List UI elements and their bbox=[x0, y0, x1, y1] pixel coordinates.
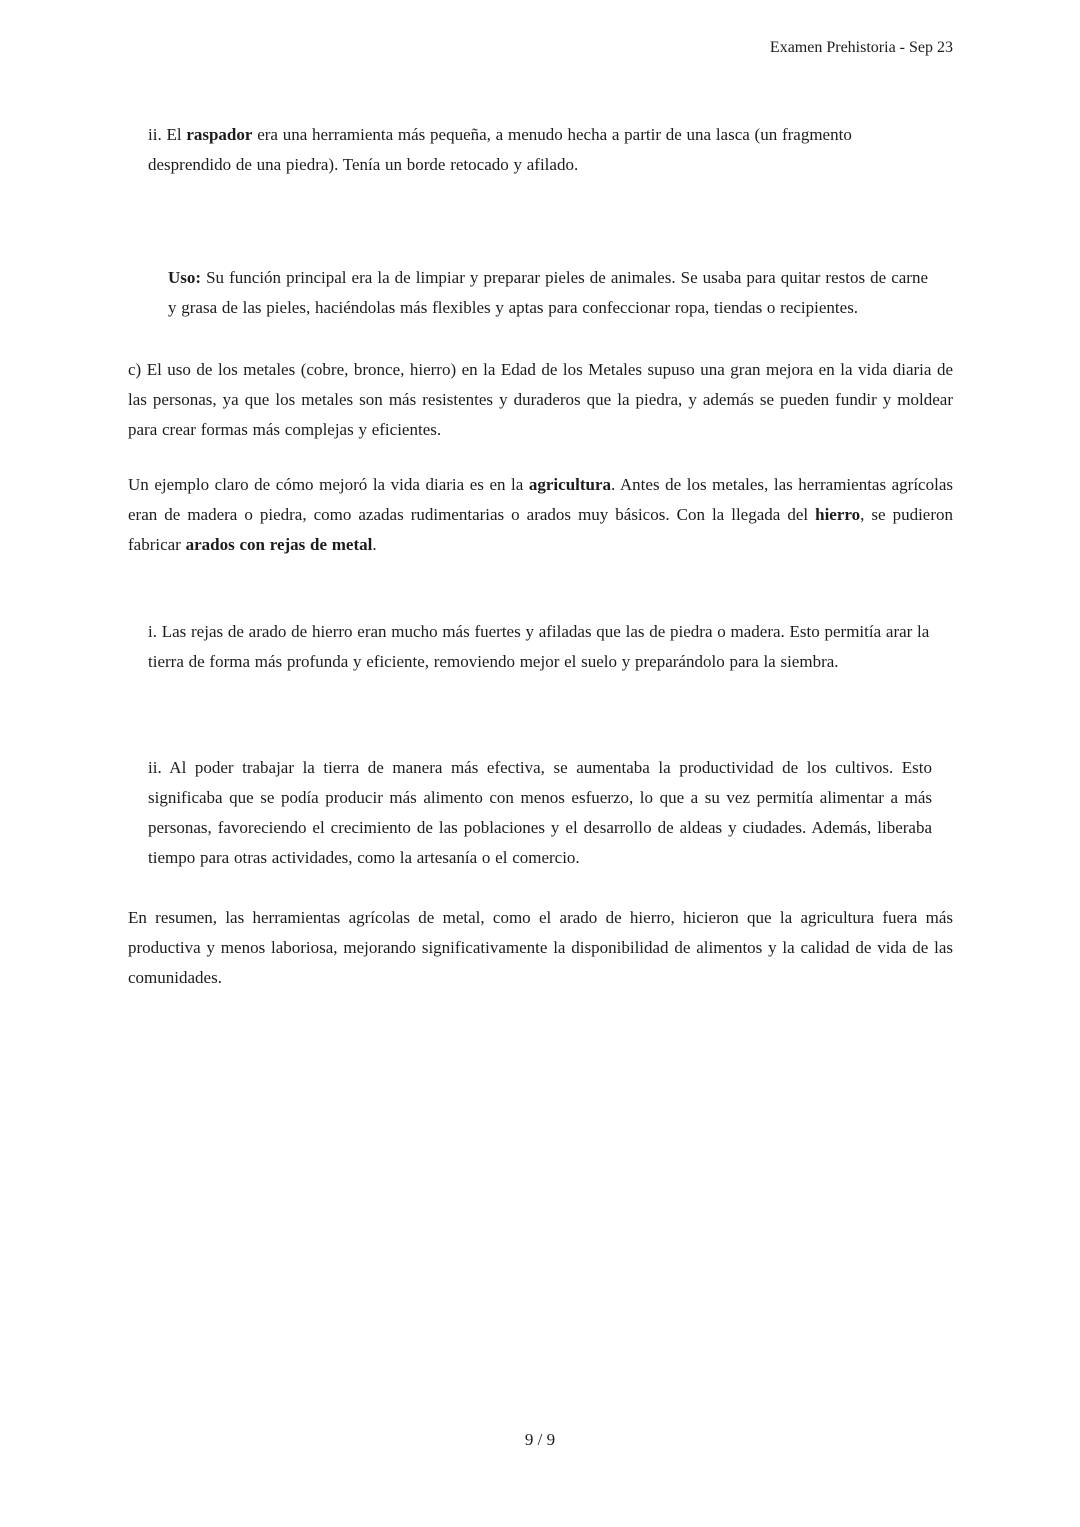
page-number: 9 / 9 bbox=[524, 1430, 556, 1449]
text-segment: hierro bbox=[815, 505, 861, 524]
text-segment: ii. El bbox=[148, 125, 187, 144]
paragraph-ii-productividad bbox=[148, 753, 932, 873]
text-segment: i. Las rejas de arado de hierro eran mucho más fuertes y afiladas que las de piedra o madera. Esto permitía arar la tierra de forma más profunda y eficiente, removiendo mejor el suelo y preparándolo para la siembra. bbox=[148, 622, 930, 671]
text-segment: Un ejemplo claro de cómo mejoró la vida diaria es en la bbox=[128, 475, 529, 494]
text-segment: arados con rejas de metal bbox=[185, 535, 373, 554]
paragraph-resumen bbox=[128, 903, 953, 993]
text-segment: era una herramienta más pequeña, a menudo hecha a partir de una lasca (un fragmento desprendido de una piedra). Tenía un borde retocado y afilado. bbox=[148, 125, 852, 174]
text-segment: . Antes de los metales, las herramientas agrícolas eran de madera o piedra, como azadas rudimentarias o arados muy básicos. Con la llegada del bbox=[128, 475, 953, 524]
text-segment: agricultura bbox=[528, 475, 612, 494]
paragraph-ejemplo-agricultura bbox=[128, 470, 953, 560]
text-segment: . bbox=[372, 535, 377, 554]
running-header: Examen Prehistoria - Sep 23 bbox=[769, 39, 953, 56]
text-segment: raspador bbox=[186, 125, 253, 144]
text-segment: Su función principal era la de limpiar y preparar pieles de animales. Se usaba para quitar restos de carne y grasa de las pieles, haciéndolas más flexibles y aptas para confeccionar ropa, tiendas o recipientes. bbox=[168, 268, 928, 317]
document-body bbox=[0, 60, 1080, 993]
text-segment: En resumen, las herramientas agrícolas de metal, como el arado de hierro, hicieron que la agricultura fuera más productiva y menos laboriosa, mejorando significativamente la disponibilidad de alimentos y la calidad de vida de las comunidades. bbox=[128, 908, 953, 987]
text-segment: ii. Al poder trabajar la tierra de manera más efectiva, se aumentaba la productividad de los cultivos. Esto significaba que se podía producir más alimento con menos esfuerzo, lo que a su vez permitía alimentar a más personas, favoreciendo el crecimiento de las poblaciones y el desarrollo de aldeas y ciudades. Además, liberaba tiempo para otras actividades, como la artesanía o el comercio. bbox=[148, 758, 932, 867]
text-segment: , se pudieron fabricar bbox=[128, 505, 954, 554]
paragraph-i-rejas bbox=[148, 617, 932, 677]
paragraph-c-metales bbox=[128, 355, 953, 445]
text-segment: c) El uso de los metales (cobre, bronce, hierro) en la Edad de los Metales supuso una gran mejora en la vida diaria de las personas, ya que los metales son más resistentes y duraderos que la piedra, y además se pueden fundir y moldear para crear formas más complejas y eficientes. bbox=[128, 360, 953, 439]
text-segment: Uso: bbox=[168, 268, 202, 287]
paragraph-raspador bbox=[148, 120, 932, 180]
paragraph-uso bbox=[168, 263, 928, 323]
